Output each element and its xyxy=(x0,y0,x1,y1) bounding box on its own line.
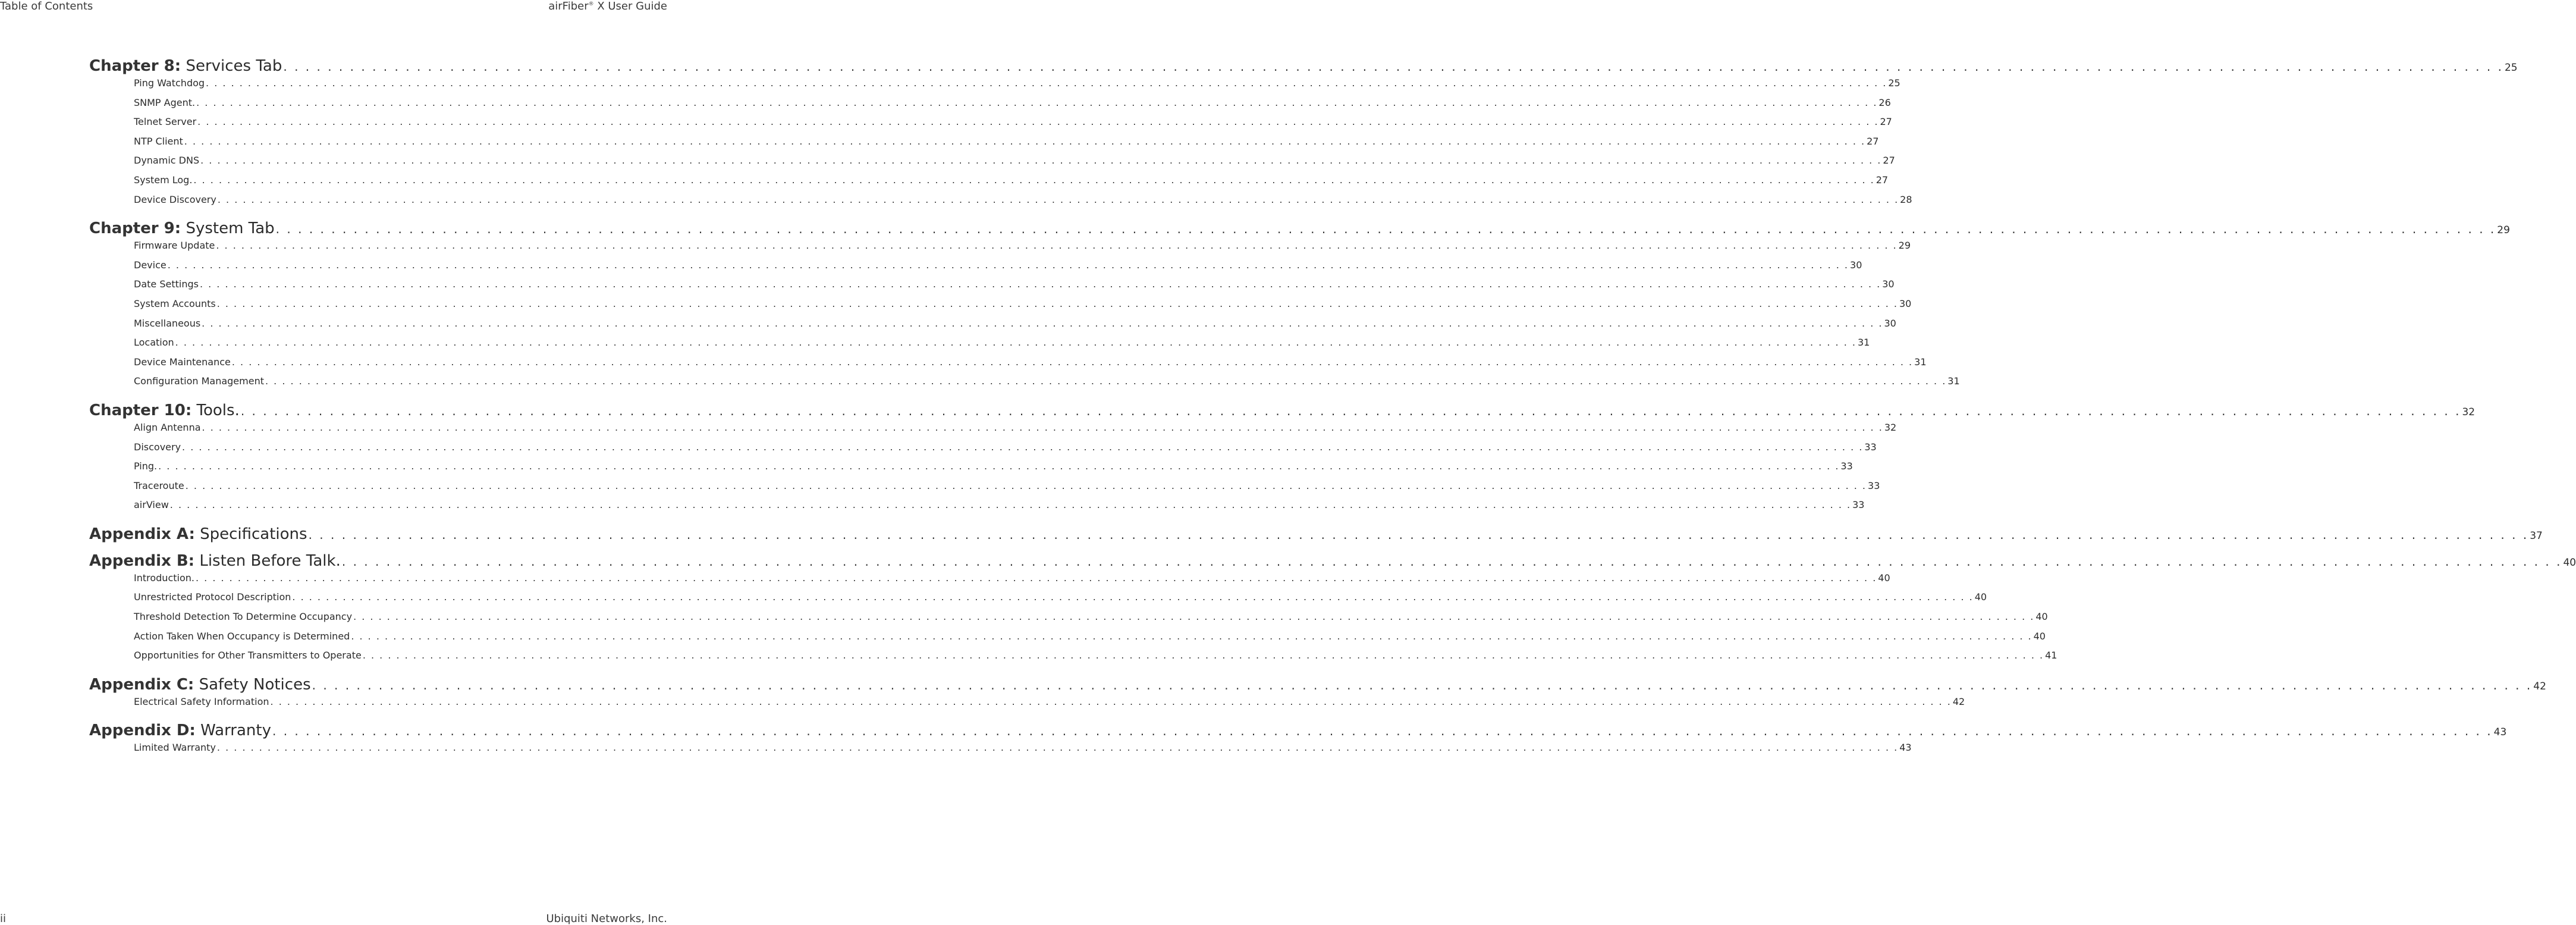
dot-leader: . . . . . . . . . . . . . . . . . . . . . . . . . . . . . . . . . . . . . . . . . . . . . . . . . . . . . . . . . . . . . . . . . . . . . . . . . . . . . . . . . . . . . . . . . . . . . . . . . . . . . . . . . . . . . . . . . . . . . . . . . . . . . . . . . . . . . . . . . . . . . . . . . . . . . . . . . . . . . . . . . . . . . . . . . . . . . . . . . . . . . . . . . . . . . . . . . . . . . . . . xyxy=(175,337,1856,349)
toc-section-entry[interactable] xyxy=(89,695,1965,716)
section-title: Date Settings xyxy=(134,278,199,290)
chapter-heading xyxy=(89,220,275,237)
toc-section-entry[interactable] xyxy=(89,572,1890,592)
dot-leader: . . . . . . . . . . . . . . . . . . . . . . . . . . . . . . . . . . . . . . . . . . . . . . . . . . . . . . . . . . . . . . . . . . . . . . . . . . . . . . . . . . . . . . . . . . . . . . . . . . . . . . . . . . . . . . . . . . . . . . . . . . . . . . . . . . . . . . . . . . . . . . . . . . . . . . . . . . . . . . . . . . . . . . . . . . . . . . . . . . . . . . . . . . . . . . . . . . . . . . . . xyxy=(182,441,1864,453)
section-title: Configuration Management xyxy=(134,375,264,387)
toc-section-entry[interactable] xyxy=(89,116,1892,136)
toc-section-entry[interactable] xyxy=(89,155,1895,174)
dot-leader: . . . . . . . . . . . . . . . . . . . . . . . . . . . . . . . . . . . . . . . . . . . . . . . . . . . . . . . . . . . . . . . . . . . . . . . . . . . . . . . . . . . . . . . . . . . . . . . . . . . . . . . . . . . . . . . . . . . . . . . . . . . . . . . . . . . . . . . . . . . . . . . . . . . . . . . . . . . . . . . . . . . . . . . . . . . . . . . . . . . . . . . . . . . . . . . . . . . . . . . . xyxy=(196,96,1878,108)
section-title: Threshold Detection To Determine Occupancy xyxy=(134,611,353,623)
dot-leader: . . . . . . . . . . . . . . . . . . . . . . . . . . . . . . . . . . . . . . . . . . . . . . . . . . . . . . . . . . . . . . . . . . . . . . . . . . . . . . . . . . . . . . . . . . . . . . . . . . . . . . . . . . . . . . . . . . . . . . . . . . . . . . . . . . . . . . . . . . . . . . . . . . . . . . . . . . . . . . . . . . . . . . . . . . . . . . . . . . . . . . . . . . . . . . . . . . . . . . . . xyxy=(184,135,1866,147)
dot-leader: . . . . . . . . . . . . . . . . . . . . . . . . . . . . . . . . . . . . . . . . . . . . . . . . . . . . . . . . . . . . . . . . . . . . . . . . . . . . . . . . . . . . . . . . . . . . . . . . . . . . . . . . . . . . . . . . . . . . . . . . . . . . . . . . . . . . . . . . . . . . . . . . . . . . . . . . . . . . . . . . . . . . . . . . . . . . . . . . . . . . . . . . . . . . . . . . . . . . . . . . xyxy=(240,403,2461,418)
chapter-title: System Tab xyxy=(186,220,275,238)
page-number: 40 xyxy=(2035,611,2048,623)
dot-leader: . . . . . . . . . . . . . . . . . . . . . . . . . . . . . . . . . . . . . . . . . . . . . . . . . . . . . . . . . . . . . . . . . . . . . . . . . . . . . . . . . . . . . . . . . . . . . . . . . . . . . . . . . . . . . . . . . . . . . . . . . . . . . . . . . . . . . . . . . . . . . . . . . . . . . . . . . . . . . . . . . . . . . . . . . . . . . . . . . . . . . . . . . . . . . . . . . . . . . . . . xyxy=(353,611,2035,623)
chapter-label: Chapter 8: xyxy=(89,57,181,75)
section-title: Location xyxy=(134,337,174,349)
toc-section-entry[interactable] xyxy=(89,650,2057,669)
toc-section-entry[interactable] xyxy=(89,193,1912,214)
dot-leader: . . . . . . . . . . . . . . . . . . . . . . . . . . . . . . . . . . . . . . . . . . . . . . . . . . . . . . . . . . . . . . . . . . . . . . . . . . . . . . . . . . . . . . . . . . . . . . . . . . . . . . . . . . . . . . . . . . . . . . . . . . . . . . . . . . . . . . . . . . . . . . . . . . . . . . . . . . . . . . . . . . . . . . . . . . . . . . . . . . . . . . . . . . . . . . . . . . . . . . . . xyxy=(270,695,1952,707)
dot-leader: . . . . . . . . . . . . . . . . . . . . . . . . . . . . . . . . . . . . . . . . . . . . . . . . . . . . . . . . . . . . . . . . . . . . . . . . . . . . . . . . . . . . . . . . . . . . . . . . . . . . . . . . . . . . . . . . . . . . . . . . . . . . . . . . . . . . . . . . . . . . . . . . . . . . . . . . . . . . . . . . . . . . . . . . . . . . . . . . . . . . . . . . . . . . . . . . . . . . . . . . xyxy=(216,240,1898,252)
chapter-title: Warranty xyxy=(200,722,271,740)
page-number: 29 xyxy=(1898,240,1911,252)
page-number: 31 xyxy=(1857,337,1870,349)
toc-section-entry[interactable] xyxy=(89,297,1912,318)
section-title: Limited Warranty xyxy=(134,742,216,754)
page-number: 42 xyxy=(2533,680,2546,692)
section-title: Dynamic DNS xyxy=(134,155,200,167)
section-title: System Accounts xyxy=(134,297,216,309)
dot-leader: . . . . . . . . . . . . . . . . . . . . . . . . . . . . . . . . . . . . . . . . . . . . . . . . . . . . . . . . . . . . . . . . . . . . . . . . . . . . . . . . . . . . . . . . . . . . . . . . . . . . . . . . . . . . . . . . . . . . . . . . . . . . . . . . . . . . . . . . . . . . . . . . . . . . . . . . . . . . . . . . . . . . . . . . . . . . . . . . . . . . . . . . . . . . . . . . . . . . . . . . xyxy=(202,317,1883,329)
chapter-heading xyxy=(89,402,240,419)
chapter-label: Appendix B: xyxy=(89,551,195,570)
page-number: 33 xyxy=(1852,499,1865,511)
section-title: Ping Watchdog xyxy=(134,77,205,89)
section-title: Electrical Safety Information xyxy=(134,695,269,707)
toc-section-entry[interactable] xyxy=(89,77,1900,97)
page-number: 37 xyxy=(2530,529,2543,542)
dot-leader: . . . . . . . . . . . . . . . . . . . . . . . . . . . . . . . . . . . . . . . . . . . . . . . . . . . . . . . . . . . . . . . . . . . . . . . . . . . . . . . . . . . . . . . . . . . . . . . . . . . . . . . . . . . . . . . . . . . . . . . . . . . . . . . . . . . . . . . . . . . . . . . . . . . . . . . . . . . . . . . . . . . . . . . . . . . . . . . . . . . . . . . . . . . . . . . . . . . . . . . . xyxy=(231,356,1914,368)
page-number: 40 xyxy=(1878,572,1890,584)
page-number: 42 xyxy=(1952,695,1965,707)
section-title: NTP Client xyxy=(134,135,183,147)
chapter-heading xyxy=(89,57,282,75)
page-number: 43 xyxy=(1899,742,1912,754)
footer-page-number: ii xyxy=(0,913,7,925)
dot-leader: . . . . . . . . . . . . . . . . . . . . . . . . . . . . . . . . . . . . . . . . . . . . . . . . . . . . . . . . . . . . . . . . . . . . . . . . . . . . . . . . . . . . . . . . . . . . . . . . . . . . . . . . . . . . . . . . . . . . . . . . . . . . . . . . . . . . . . . . . . . . . . . . . . . . . . . . . . . . . . . . . . . . . . . . . . . . . . . . . . . . . . . . . . . . . . . . . . . . . . . . xyxy=(362,650,2044,661)
footer-company: Ubiquiti Networks, Inc. xyxy=(546,913,667,925)
toc-section-entry[interactable] xyxy=(89,460,1853,480)
chapter-label: Chapter 10: xyxy=(89,401,192,419)
section-title: Align Antenna xyxy=(134,421,201,433)
dot-leader: . . . . . . . . . . . . . . . . . . . . . . . . . . . . . . . . . . . . . . . . . . . . . . . . . . . . . . . . . . . . . . . . . . . . . . . . . . . . . . . . . . . . . . . . . . . . . . . . . . . . . . . . . . . . . . . . . . . . . . . . . . . . . . . . . . . . . . . . . . . . . . . . . . . . . . . . . . . . . . . . . . . . . . . . . . . . . . . . . . . . . . . . . . . . . . . . . . . . . . . . xyxy=(308,527,2529,542)
registered-mark: ® xyxy=(588,1,594,7)
dot-leader: . . . . . . . . . . . . . . . . . . . . . . . . . . . . . . . . . . . . . . . . . . . . . . . . . . . . . . . . . . . . . . . . . . . . . . . . . . . . . . . . . . . . . . . . . . . . . . . . . . . . . . . . . . . . . . . . . . . . . . . . . . . . . . . . . . . . . . . . . . . . . . . . . . . . . . . . . . . . . . . . . . . . . . . . . . . . . . . . . . . . . . . . . . . . . . . . . . . . . . . . xyxy=(217,193,1899,205)
section-title: Unrestricted Protocol Description xyxy=(134,591,291,603)
section-title: Device Discovery xyxy=(134,193,216,205)
chapter-label: Appendix C: xyxy=(89,675,194,694)
page-number: 30 xyxy=(1882,278,1895,290)
toc-section-entry[interactable] xyxy=(89,742,1912,761)
section-title: Device Maintenance xyxy=(134,356,231,368)
table-of-contents xyxy=(89,57,2576,761)
page-number: 27 xyxy=(1880,116,1892,128)
dot-leader: . . . . . . . . . . . . . . . . . . . . . . . . . . . . . . . . . . . . . . . . . . . . . . . . . . . . . . . . . . . . . . . . . . . . . . . . . . . . . . . . . . . . . . . . . . . . . . . . . . . . . . . . . . . . . . . . . . . . . . . . . . . . . . . . . . . . . . . . . . . . . . . . . . . . . . . . . . . . . . . . . . . . . . . . . . . . . . . . . . . . . . . . . . . . . . . . . . . . . . . . xyxy=(185,479,1867,491)
toc-chapter-entry[interactable] xyxy=(89,401,2476,422)
section-title: Miscellaneous xyxy=(134,317,201,329)
page-number: 31 xyxy=(1947,375,1960,387)
product-name: airFiber xyxy=(548,0,589,12)
dot-leader: . . . . . . . . . . . . . . . . . . . . . . . . . . . . . . . . . . . . . . . . . . . . . . . . . . . . . . . . . . . . . . . . . . . . . . . . . . . . . . . . . . . . . . . . . . . . . . . . . . . . . . . . . . . . . . . . . . . . . . . . . . . . . . . . . . . . . . . . . . . . . . . . . . . . . . . . . . . . . . . . . . . . . . . . . . . . . . . . . . . . . . . . . . . . . . . . . . . . . . . . xyxy=(193,174,1875,186)
page-number: 29 xyxy=(2497,224,2510,237)
page-number: 41 xyxy=(2045,650,2057,661)
dot-leader: . . . . . . . . . . . . . . . . . . . . . . . . . . . . . . . . . . . . . . . . . . . . . . . . . . . . . . . . . . . . . . . . . . . . . . . . . . . . . . . . . . . . . . . . . . . . . . . . . . . . . . . . . . . . . . . . . . . . . . . . . . . . . . . . . . . . . . . . . . . . . . . . . . . . . . . . . . . . . . . . . . . . . . . . . . . . . . . . . . . . . . . . . . . . . . . . . . . . . . . . xyxy=(167,259,1849,271)
toc-section-entry[interactable] xyxy=(89,135,1879,155)
toc-chapter-entry[interactable] xyxy=(89,722,2507,742)
section-title: SNMP Agent. xyxy=(134,96,196,108)
chapter-title: Safety Notices xyxy=(199,675,311,694)
chapter-title: Tools. xyxy=(196,401,240,419)
chapter-label: Appendix A: xyxy=(89,525,195,543)
toc-chapter-entry[interactable] xyxy=(89,57,2518,77)
chapter-label: Chapter 9: xyxy=(89,220,181,238)
toc-section-entry[interactable] xyxy=(89,96,1891,117)
toc-section-entry[interactable] xyxy=(89,630,2046,650)
page-number: 40 xyxy=(2033,630,2046,642)
chapter-heading xyxy=(89,722,271,739)
dot-leader: . . . . . . . . . . . . . . . . . . . . . . . . . . . . . . . . . . . . . . . . . . . . . . . . . . . . . . . . . . . . . . . . . . . . . . . . . . . . . . . . . . . . . . . . . . . . . . . . . . . . . . . . . . . . . . . . . . . . . . . . . . . . . . . . . . . . . . . . . . . . . . . . . . . . . . . . . . . . . . . . . . . . . . . . . . . . . . . . . . . . . . . . . . . . . . . . . . . . . . . . xyxy=(265,375,1947,387)
section-title: Firmware Update xyxy=(134,240,215,252)
toc-section-entry[interactable] xyxy=(89,356,1927,376)
toc-section-entry[interactable] xyxy=(89,441,1877,461)
page-number: 30 xyxy=(1850,259,1862,271)
page-number: 33 xyxy=(1868,479,1880,491)
page-number: 30 xyxy=(1899,297,1912,309)
page-number: 33 xyxy=(1864,441,1877,453)
toc-chapter-entry[interactable] xyxy=(89,525,2543,545)
dot-leader: . . . . . . . . . . . . . . . . . . . . . . . . . . . . . . . . . . . . . . . . . . . . . . . . . . . . . . . . . . . . . . . . . . . . . . . . . . . . . . . . . . . . . . . . . . . . . . . . . . . . . . . . . . . . . . . . . . . . . . . . . . . . . . . . . . . . . . . . . . . . . . . . . . . . . . . . . . . . . . . . . . . . . . . . . . . . . . . . . . . . . . . . . . . . . . . . . . . . . . . . xyxy=(199,278,1881,290)
chapter-label: Appendix D: xyxy=(89,722,196,740)
section-title: Action Taken When Occupancy is Determined xyxy=(134,630,350,642)
page-number: 40 xyxy=(2563,556,2576,569)
guide-suffix: X User Guide xyxy=(593,0,667,12)
section-title: System Log. xyxy=(134,174,193,186)
page-number: 28 xyxy=(1900,193,1912,205)
page-number: 27 xyxy=(1883,155,1895,167)
page-number: 27 xyxy=(1867,135,1879,147)
page-number: 25 xyxy=(1888,77,1900,89)
toc-section-entry[interactable] xyxy=(89,278,1895,298)
toc-section-entry[interactable] xyxy=(89,375,1960,395)
chapter-heading xyxy=(89,676,311,694)
toc-section-entry[interactable] xyxy=(89,421,1897,441)
page-number: 27 xyxy=(1876,174,1889,186)
toc-section-entry[interactable] xyxy=(89,317,1896,337)
toc-chapter-entry[interactable] xyxy=(89,220,2510,240)
dot-leader: . . . . . . . . . . . . . . . . . . . . . . . . . . . . . . . . . . . . . . . . . . . . . . . . . . . . . . . . . . . . . . . . . . . . . . . . . . . . . . . . . . . . . . . . . . . . . . . . . . . . . . . . . . . . . . . . . . . . . . . . . . . . . . . . . . . . . . . . . . . . . . . . . . . . . . . . . . . . . . . . . . . . . . . . . . . . . . . . . . . . . . . . . . . . . . . . . . . . . . . . xyxy=(292,591,1974,603)
chapter-title: Listen Before Talk. xyxy=(199,551,341,570)
dot-leader: . . . . . . . . . . . . . . . . . . . . . . . . . . . . . . . . . . . . . . . . . . . . . . . . . . . . . . . . . . . . . . . . . . . . . . . . . . . . . . . . . . . . . . . . . . . . . . . . . . . . . . . . . . . . . . . . . . . . . . . . . . . . . . . . . . . . . . . . . . . . . . . . . . . . . . . . . . . . . . . . . . . . . . . . . . . . . . . . . . . . . . . . . . . . . . . . . . . . . . . . xyxy=(195,572,1877,584)
toc-chapter-entry[interactable] xyxy=(89,551,2576,572)
section-title: Introduction. xyxy=(134,572,194,584)
page-number: 25 xyxy=(2504,62,2518,74)
dot-leader: . . . . . . . . . . . . . . . . . . . . . . . . . . . . . . . . . . . . . . . . . . . . . . . . . . . . . . . . . . . . . . . . . . . . . . . . . . . . . . . . . . . . . . . . . . . . . . . . . . . . . . . . . . . . . . . . . . . . . . . . . . . . . . . . . . . . . . . . . . . . . . . . . . . . . . . . . . . . . . . . . . . . . . . . . . . . . . . . . . . . . . . . . . . . . . . . . . . . . . . . xyxy=(272,724,2493,739)
chapter-heading xyxy=(89,525,307,543)
toc-chapter-entry[interactable] xyxy=(89,675,2546,696)
toc-section-entry[interactable] xyxy=(89,337,1870,356)
page-number: 32 xyxy=(2462,406,2476,418)
chapter-title: Specifications xyxy=(200,525,307,543)
dot-leader: . . . . . . . . . . . . . . . . . . . . . . . . . . . . . . . . . . . . . . . . . . . . . . . . . . . . . . . . . . . . . . . . . . . . . . . . . . . . . . . . . . . . . . . . . . . . . . . . . . . . . . . . . . . . . . . . . . . . . . . . . . . . . . . . . . . . . . . . . . . . . . . . . . . . . . . . . . . . . . . . . . . . . . . . . . . . . . . . . . . . . . . . . . . . . . . . . . . . . . . . xyxy=(283,59,2503,74)
section-title: Ping. xyxy=(134,460,158,472)
page-number: 31 xyxy=(1914,356,1927,368)
section-title: Discovery xyxy=(134,441,181,453)
page-number: 43 xyxy=(2493,726,2507,739)
page-number: 26 xyxy=(1878,96,1891,108)
chapter-heading xyxy=(89,552,341,570)
dot-leader: . . . . . . . . . . . . . . . . . . . . . . . . . . . . . . . . . . . . . . . . . . . . . . . . . . . . . . . . . . . . . . . . . . . . . . . . . . . . . . . . . . . . . . . . . . . . . . . . . . . . . . . . . . . . . . . . . . . . . . . . . . . . . . . . . . . . . . . . . . . . . . . . . . . . . . . . . . . . . . . . . . . . . . . . . . . . . . . . . . . . . . . . . . . . . . . . . . . . . . . . xyxy=(312,678,2533,692)
page-number: 32 xyxy=(1884,421,1897,433)
toc-section-entry[interactable] xyxy=(89,591,1987,611)
page-number: 30 xyxy=(1884,317,1896,329)
dot-leader: . . . . . . . . . . . . . . . . . . . . . . . . . . . . . . . . . . . . . . . . . . . . . . . . . . . . . . . . . . . . . . . . . . . . . . . . . . . . . . . . . . . . . . . . . . . . . . . . . . . . . . . . . . . . . . . . . . . . . . . . . . . . . . . . . . . . . . . . . . . . . . . . . . . . . . . . . . . . . . . . . . . . . . . . . . . . . . . . . . . . . . . . . . . . . . . . . . . . . . . . xyxy=(216,297,1898,309)
page-number: 40 xyxy=(1974,591,1987,603)
dot-leader: . . . . . . . . . . . . . . . . . . . . . . . . . . . . . . . . . . . . . . . . . . . . . . . . . . . . . . . . . . . . . . . . . . . . . . . . . . . . . . . . . . . . . . . . . . . . . . . . . . . . . . . . . . . . . . . . . . . . . . . . . . . . . . . . . . . . . . . . . . . . . . . . . . . . . . . . . . . . . . . . . . . . . . . . . . . . . . . . . . . . . . . . . . . . . . . . . . . . . . . . xyxy=(200,155,1882,167)
section-title: airView xyxy=(134,499,169,511)
toc-section-entry[interactable] xyxy=(89,499,1865,519)
dot-leader: . . . . . . . . . . . . . . . . . . . . . . . . . . . . . . . . . . . . . . . . . . . . . . . . . . . . . . . . . . . . . . . . . . . . . . . . . . . . . . . . . . . . . . . . . . . . . . . . . . . . . . . . . . . . . . . . . . . . . . . . . . . . . . . . . . . . . . . . . . . . . . . . . . . . . . . . . . . . . . . . . . . . . . . . . . . . . . . . . . . . . . . . . . . . . . . . . . . . . . . . xyxy=(275,222,2496,237)
dot-leader: . . . . . . . . . . . . . . . . . . . . . . . . . . . . . . . . . . . . . . . . . . . . . . . . . . . . . . . . . . . . . . . . . . . . . . . . . . . . . . . . . . . . . . . . . . . . . . . . . . . . . . . . . . . . . . . . . . . . . . . . . . . . . . . . . . . . . . . . . . . . . . . . . . . . . . . . . . . . . . . . . . . . . . . . . . . . . . . . . . . . . . . . . . . . . . . . . . . . . . . . xyxy=(197,116,1879,128)
section-title: Telnet Server xyxy=(134,116,197,128)
toc-section-entry[interactable] xyxy=(89,240,1911,259)
chapter-title: Services Tab xyxy=(186,57,282,75)
dot-leader: . . . . . . . . . . . . . . . . . . . . . . . . . . . . . . . . . . . . . . . . . . . . . . . . . . . . . . . . . . . . . . . . . . . . . . . . . . . . . . . . . . . . . . . . . . . . . . . . . . . . . . . . . . . . . . . . . . . . . . . . . . . . . . . . . . . . . . . . . . . . . . . . . . . . . . . . . . . . . . . . . . . . . . . . . . . . . . . . . . . . . . . . . . . . . . . . . . . . . . . . xyxy=(216,742,1899,754)
toc-section-entry[interactable] xyxy=(89,611,2048,631)
section-title: Opportunities for Other Transmitters to Operate xyxy=(134,650,362,661)
section-title: Device xyxy=(134,259,167,271)
dot-leader: . . . . . . . . . . . . . . . . . . . . . . . . . . . . . . . . . . . . . . . . . . . . . . . . . . . . . . . . . . . . . . . . . . . . . . . . . . . . . . . . . . . . . . . . . . . . . . . . . . . . . . . . . . . . . . . . . . . . . . . . . . . . . . . . . . . . . . . . . . . . . . . . . . . . . . . . . . . . . . . . . . . . . . . . . . . . . . . . . . . . . . . . . . . . . . . . . . . . . . . . xyxy=(206,77,1887,89)
running-header-guide-title xyxy=(548,0,667,12)
toc-section-entry[interactable] xyxy=(89,259,1862,279)
toc-section-entry[interactable] xyxy=(89,174,1889,194)
dot-leader: . . . . . . . . . . . . . . . . . . . . . . . . . . . . . . . . . . . . . . . . . . . . . . . . . . . . . . . . . . . . . . . . . . . . . . . . . . . . . . . . . . . . . . . . . . . . . . . . . . . . . . . . . . . . . . . . . . . . . . . . . . . . . . . . . . . . . . . . . . . . . . . . . . . . . . . . . . . . . . . . . . . . . . . . . . . . . . . . . . . . . . . . . . . . . . . . . . . . . . . . xyxy=(202,421,1883,433)
dot-leader: . . . . . . . . . . . . . . . . . . . . . . . . . . . . . . . . . . . . . . . . . . . . . . . . . . . . . . . . . . . . . . . . . . . . . . . . . . . . . . . . . . . . . . . . . . . . . . . . . . . . . . . . . . . . . . . . . . . . . . . . . . . . . . . . . . . . . . . . . . . . . . . . . . . . . . . . . . . . . . . . . . . . . . . . . . . . . . . . . . . . . . . . . . . . . . . . . . . . . . . . xyxy=(341,554,2562,569)
toc-section-entry[interactable] xyxy=(89,479,1880,500)
running-header-section: Table of Contents xyxy=(0,0,93,12)
dot-leader: . . . . . . . . . . . . . . . . . . . . . . . . . . . . . . . . . . . . . . . . . . . . . . . . . . . . . . . . . . . . . . . . . . . . . . . . . . . . . . . . . . . . . . . . . . . . . . . . . . . . . . . . . . . . . . . . . . . . . . . . . . . . . . . . . . . . . . . . . . . . . . . . . . . . . . . . . . . . . . . . . . . . . . . . . . . . . . . . . . . . . . . . . . . . . . . . . . . . . . . . xyxy=(351,630,2032,642)
page-number: 33 xyxy=(1840,460,1853,472)
dot-leader: . . . . . . . . . . . . . . . . . . . . . . . . . . . . . . . . . . . . . . . . . . . . . . . . . . . . . . . . . . . . . . . . . . . . . . . . . . . . . . . . . . . . . . . . . . . . . . . . . . . . . . . . . . . . . . . . . . . . . . . . . . . . . . . . . . . . . . . . . . . . . . . . . . . . . . . . . . . . . . . . . . . . . . . . . . . . . . . . . . . . . . . . . . . . . . . . . . . . . . . . xyxy=(158,460,1840,472)
dot-leader: . . . . . . . . . . . . . . . . . . . . . . . . . . . . . . . . . . . . . . . . . . . . . . . . . . . . . . . . . . . . . . . . . . . . . . . . . . . . . . . . . . . . . . . . . . . . . . . . . . . . . . . . . . . . . . . . . . . . . . . . . . . . . . . . . . . . . . . . . . . . . . . . . . . . . . . . . . . . . . . . . . . . . . . . . . . . . . . . . . . . . . . . . . . . . . . . . . . . . . . . xyxy=(169,499,1852,511)
section-title: Traceroute xyxy=(134,479,184,491)
